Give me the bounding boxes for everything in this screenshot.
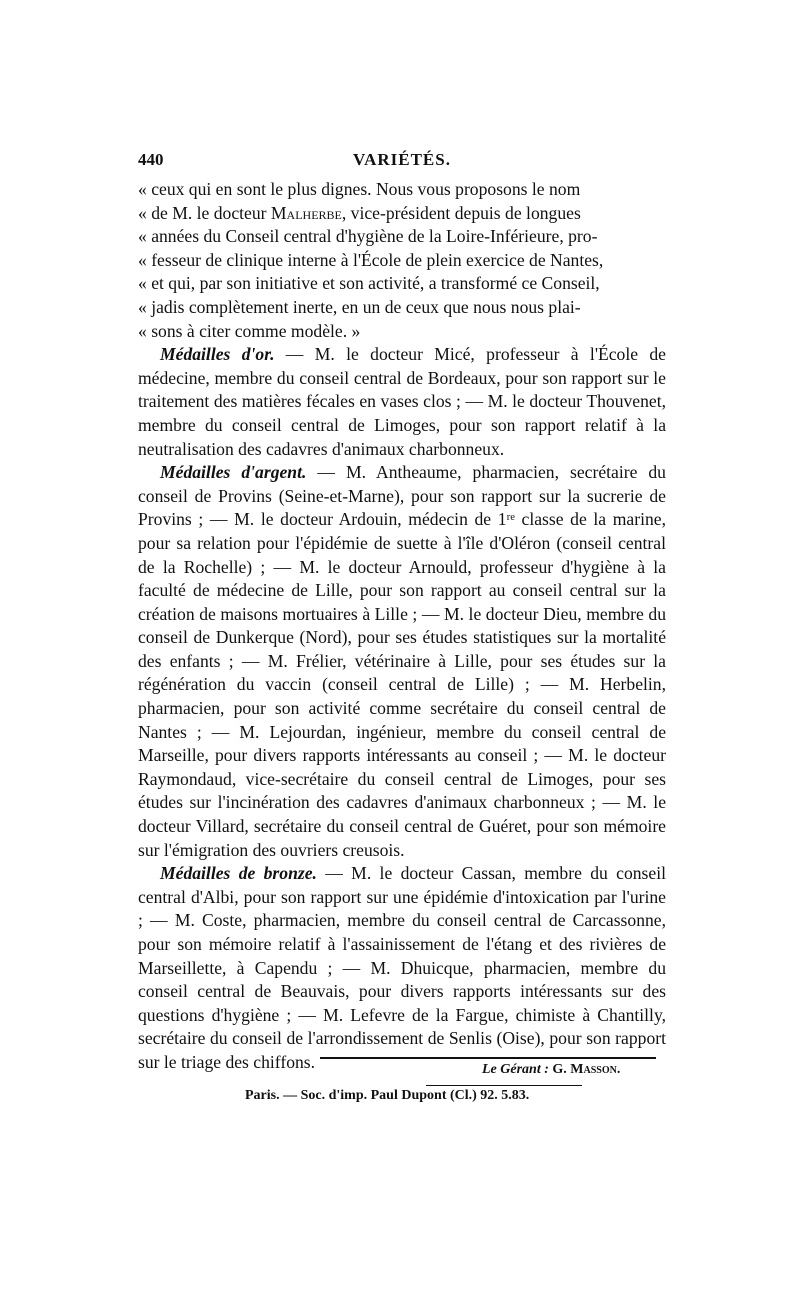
signature-role: Le Gérant : bbox=[482, 1062, 549, 1077]
imprint-rule bbox=[426, 1085, 582, 1086]
quote-line: « jadis complètement inerte, en un de ceux que nous nous plai- bbox=[138, 296, 581, 317]
paragraph-gold-medals bbox=[138, 343, 666, 461]
paragraph-text: — M. Antheaume, pharmacien, secrétaire du conseil de Provins (Seine-et-Marne), pour son rapport sur la sucrerie de Provins ; — M. le docteur Ardouin, médecin de 1ʳᵉ classe de la marine, pour sa relation pour l'épidémie de suette à l'île d'Oléron (conseil central de la Rochelle) ; — M. le docteur Arnould, professeur d'hygiène à la faculté de médecine de Lille, pour son rapport au conseil central sur la création de maisons mortuaires à Lille ; — M. le docteur Dieu, membre du conseil de Dunkerque (Nord), pour ses études statistiques sur la mortalité des enfants ; — M. Frélier, vétérinaire à Lille, pour ses études sur la régénération du vaccin (conseil central de Lille) ; — M. Herbelin, pharmacien, pour son activité comme secrétaire du conseil central de Nantes ; — M. Lejourdan, ingénieur, membre du conseil central de Marseille, pour divers rapports intéressants au conseil ; — M. le docteur Raymondaud, vice-secrétaire du conseil central de Limoges, pour ses études sur l'incinération des cadavres d'animaux charbonneux ; — M. le docteur Villard, secrétaire du conseil central de Guéret, pour son mémoire sur l'émigration des ouvriers creusois. bbox=[138, 462, 666, 860]
quote-line: « années du Conseil central d'hygiène de la Loire-Inférieure, pro- bbox=[138, 226, 598, 247]
paragraph-lead: Médailles d'or. bbox=[160, 344, 275, 365]
page-number: 440 bbox=[138, 150, 164, 169]
signature-name: G. Masson. bbox=[552, 1062, 621, 1077]
paragraph-bronze-medals bbox=[138, 862, 666, 1074]
running-title: VARIÉTÉS. bbox=[353, 150, 451, 169]
signature-rule bbox=[320, 1057, 656, 1059]
signature bbox=[482, 1062, 620, 1078]
quote-line: « de M. le docteur Malherbe, vice-président depuis de longues bbox=[138, 202, 581, 223]
quote-line: « ceux qui en sont le plus dignes. Nous vous proposons le nom bbox=[138, 179, 581, 199]
quote-line: « fesseur de clinique interne à l'École de plein exercice de Nantes, bbox=[138, 249, 604, 270]
quote-line: « sons à citer comme modèle. » bbox=[138, 320, 361, 341]
paragraph-text: — M. le docteur Cassan, membre du conseil central d'Albi, pour son rapport sur une épidémie d'intoxication par l'urine ; — M. Coste, pharmacien, membre du conseil central de Carcassonne, pour son mémoire relatif à l'assainissement de l'étang et des rivières de Marseillette, à Capendu ; — M. Dhuicque, pharmacien, membre du conseil central de Beauvais, pour divers rapports intéressants sur des questions d'hygiène ; — M. Lefevre de la Fargue, chimiste à Chantilly, secrétaire du conseil de l'arrondissement de Senlis (Oise), pour son rapport sur le triage des chiffons. bbox=[138, 863, 666, 1072]
paragraph-silver-medals bbox=[138, 461, 666, 862]
name-malherbe: Malherbe bbox=[270, 202, 342, 223]
page-header bbox=[138, 150, 666, 178]
quotation-block bbox=[138, 178, 666, 343]
quote-line: « et qui, par son initiative et son activité, a transformé ce Conseil, bbox=[138, 273, 600, 294]
body-text bbox=[138, 178, 666, 1075]
printer-imprint: Paris. — Soc. d'imp. Paul Dupont (Cl.) 92. 5.83. bbox=[245, 1088, 530, 1103]
document-page bbox=[138, 150, 666, 1075]
paragraph-text: — M. le docteur Micé, professeur à l'École de médecine, membre du conseil central de Bordeaux, pour son rapport sur le traitement des matières fécales en vases clos ; — M. le docteur Thouvenet, membre du conseil central de Limoges, pour son rapport relatif à la neutralisation des cadavres d'animaux charbonneux. bbox=[138, 344, 666, 459]
paragraph-lead: Médailles de bronze. bbox=[160, 863, 317, 884]
paragraph-lead: Médailles d'argent. bbox=[160, 462, 307, 483]
